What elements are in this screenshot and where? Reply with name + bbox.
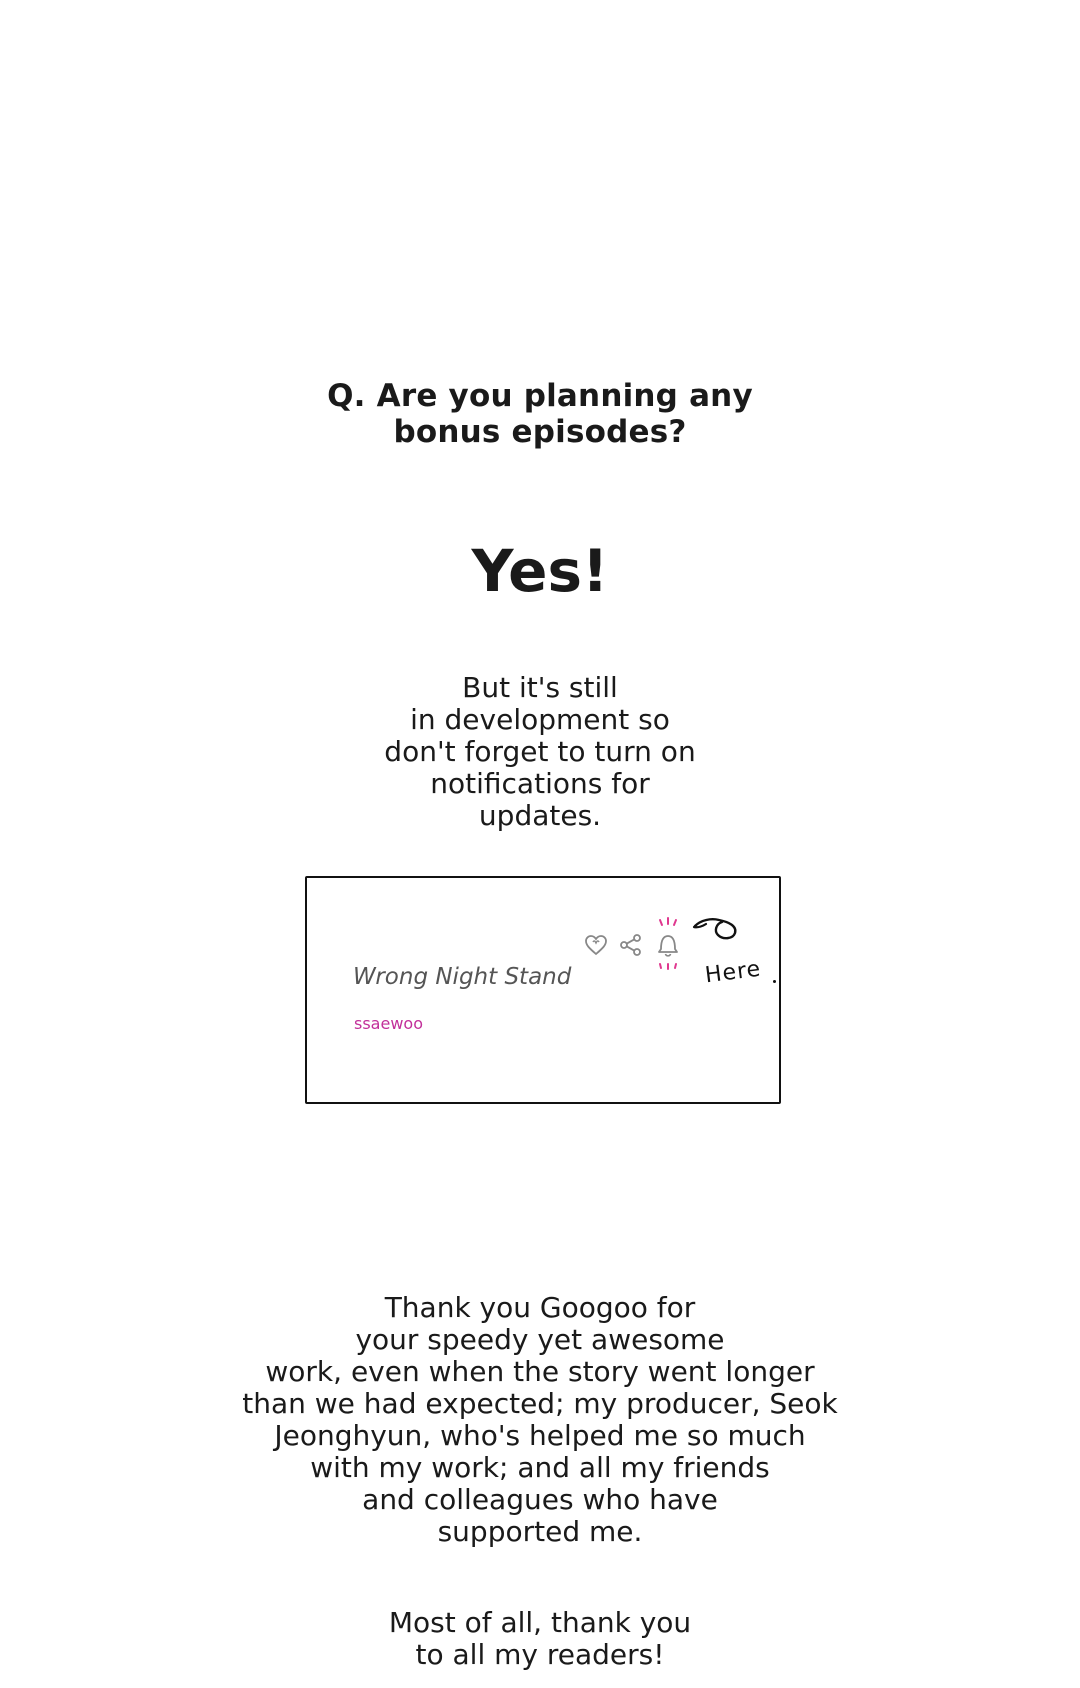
thanks-line: with my work; and all my friends <box>310 1451 770 1484</box>
pointing-scribble-icon <box>691 912 747 946</box>
bell-icon <box>651 916 685 972</box>
thanks-line: your speedy yet awesome <box>355 1323 725 1356</box>
question-line: Q. Are you planning any <box>327 378 753 414</box>
answer-text: Yes! <box>471 537 609 605</box>
thanks-line: and colleagues who have <box>362 1483 718 1516</box>
thanks-line: Jeonghyun, who's helped me so much <box>274 1419 806 1452</box>
note-line: in development so <box>410 703 670 736</box>
thanks-line: than we had expected; my producer, Seok <box>242 1387 838 1420</box>
note-line: But it's still <box>462 671 618 704</box>
share-icon <box>618 932 644 958</box>
readers-line: Most of all, thank you <box>388 1606 692 1639</box>
series-title: Wrong Night Stand <box>353 964 572 990</box>
notification-note <box>0 672 1080 832</box>
readers-line: to all my readers! <box>415 1638 665 1671</box>
note-line: updates. <box>478 799 602 832</box>
thanks-line: Thank you Googoo for <box>384 1291 696 1324</box>
question-line: bonus episodes? <box>393 414 687 450</box>
here-dot <box>773 980 776 983</box>
thanks-message <box>0 1292 1080 1548</box>
thanks-line: work, even when the story went longer <box>265 1355 815 1388</box>
here-label: Here <box>703 956 763 989</box>
note-line: notifications for <box>430 767 650 800</box>
thanks-line: supported me. <box>437 1515 643 1548</box>
heart-icon <box>583 932 609 958</box>
series-author: ssaewoo <box>354 1014 423 1033</box>
readers-message <box>0 1607 1080 1671</box>
app-header-mockup <box>305 876 781 1104</box>
question-heading <box>0 378 1080 450</box>
note-line: don't forget to turn on <box>384 735 696 768</box>
